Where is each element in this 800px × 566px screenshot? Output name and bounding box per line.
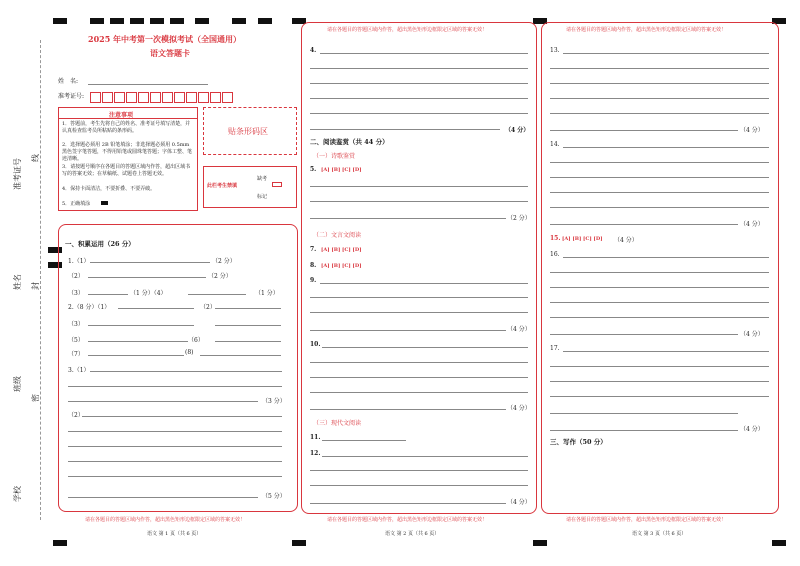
answer-line[interactable]	[88, 294, 128, 295]
warning-text: 请在各题目的答题区域内作答，超出黑色矩形边框限定区域的答案无效！	[327, 517, 488, 523]
warning-text: 请在各题目的答题区域内作答，超出黑色矩形边框限定区域的答案无效！	[566, 517, 727, 523]
answer-line[interactable]	[310, 218, 506, 219]
exam-no-boxes[interactable]	[90, 88, 234, 107]
answer-line[interactable]	[550, 207, 769, 208]
score-label: （2 分）	[208, 273, 232, 280]
q15-label: 15.	[550, 235, 561, 242]
timing-mark	[195, 18, 209, 24]
answer-line[interactable]	[310, 503, 506, 504]
q3-2-label: （2）	[68, 412, 84, 419]
answer-line[interactable]	[563, 257, 769, 258]
timing-mark	[232, 18, 246, 24]
answer-line[interactable]	[310, 330, 506, 331]
absent-checkbox[interactable]	[272, 182, 282, 187]
answer-line[interactable]	[310, 377, 528, 378]
q1-4-label: （1 分）（4）	[130, 290, 167, 297]
warning-text: 请在各题目的答题区域内作答，超出黑色矩形边框限定区域的答案无效！	[85, 517, 246, 523]
answer-region-1	[58, 224, 298, 512]
timing-mark	[292, 540, 306, 546]
answer-line[interactable]	[118, 308, 194, 309]
notes-item: 1．答题前，考生先将自己的姓名、准考证号填写清楚，并认真检查监考员所粘贴的条形码。	[62, 121, 191, 134]
answer-line[interactable]	[88, 341, 188, 342]
score-label: （2 分）	[212, 258, 236, 265]
notes-item: 2．选择题必须用 2B 铅笔填涂；非选择题必须用 0.5mm 黑色签字笔答题，不得用铅笔或圆珠笔答题；字体工整、笔迹清晰。	[62, 142, 193, 162]
answer-line[interactable]	[550, 162, 769, 163]
q10-label: 10.	[310, 341, 321, 348]
timing-mark	[170, 18, 184, 24]
q9-label: 9.	[310, 277, 317, 284]
filled-sample-icon	[101, 201, 108, 205]
answer-line[interactable]	[310, 392, 528, 393]
answer-line[interactable]	[310, 201, 528, 202]
score-label: （4 分）	[740, 221, 764, 228]
answer-line[interactable]	[550, 68, 769, 69]
answer-line[interactable]	[550, 430, 738, 431]
answer-line[interactable]	[550, 177, 769, 178]
q3-1-label: 3.（1）	[68, 367, 90, 374]
timing-mark	[150, 18, 164, 24]
answer-line[interactable]	[82, 416, 282, 417]
answer-line[interactable]	[550, 317, 769, 318]
answer-line[interactable]	[550, 192, 769, 193]
timing-mark	[110, 18, 124, 24]
q2-5-label: （5）	[68, 337, 84, 344]
page-subtitle: 语文答题卡	[150, 48, 190, 58]
score-label: （4 分）	[740, 331, 764, 338]
score-label: （4 分）	[740, 426, 764, 433]
barcode-label: 贴条形码区	[228, 127, 268, 136]
score-label: （4 分）	[505, 127, 530, 134]
page-title: 2025 年中考第一次模拟考试（全国通用）	[88, 34, 242, 44]
exam-no-label: 准考证号:	[58, 93, 85, 100]
sub-title-modern: （三）现代文阅读	[313, 420, 362, 427]
notes-item: 4．保持卡面清洁，不要折叠、不要弄破。	[62, 186, 156, 192]
warning-text: 请在各题目的答题区域内作答，超出黑色矩形边框限定区域的答案无效！	[327, 27, 488, 33]
q2-3-label: （3）	[68, 321, 84, 328]
answer-line[interactable]	[68, 461, 282, 462]
answer-line[interactable]	[215, 325, 281, 326]
answer-line[interactable]	[88, 355, 184, 356]
q1-2-label: （2）	[68, 273, 84, 280]
answer-line[interactable]	[550, 98, 769, 99]
name-label: 姓 名:	[58, 78, 79, 85]
q2-8-label: (8)	[185, 349, 194, 356]
answer-line[interactable]	[310, 83, 528, 84]
q2-2-label: （2）	[200, 304, 216, 311]
answer-line[interactable]	[320, 283, 528, 284]
absent-mark-2: 标记	[257, 194, 268, 200]
answer-line[interactable]	[550, 302, 769, 303]
answer-line[interactable]	[310, 297, 528, 298]
absent-box	[203, 166, 297, 208]
answer-line[interactable]	[550, 272, 769, 273]
page-footer: 语文 第 3 页（共 6 页）	[632, 531, 687, 537]
answer-line[interactable]	[310, 113, 528, 114]
answer-line[interactable]	[550, 224, 738, 225]
answer-line[interactable]	[68, 431, 282, 432]
score-label: （4 分）	[740, 127, 764, 134]
answer-line[interactable]	[550, 130, 738, 131]
answer-line[interactable]	[310, 68, 528, 69]
absent-mark-1: 缺考	[257, 176, 268, 182]
side-name: 姓名	[13, 274, 22, 290]
timing-mark	[90, 18, 104, 24]
timing-mark	[533, 540, 547, 546]
answer-line[interactable]	[563, 351, 769, 352]
q2-7-label: （7）	[68, 351, 84, 358]
answer-line[interactable]	[68, 446, 282, 447]
answer-line[interactable]	[310, 98, 528, 99]
q14-label: 14.	[550, 141, 560, 148]
score-label: （2 分）	[507, 215, 531, 222]
page-footer: 语文 第 1 页（共 6 页）	[147, 531, 202, 537]
barcode-area	[203, 107, 297, 155]
q2-1-label: 2.（8 分）（1）	[68, 304, 111, 311]
answer-line[interactable]	[310, 470, 528, 471]
answer-line[interactable]	[215, 308, 281, 309]
score-label: （4 分）	[507, 499, 531, 506]
score-label: （4 分）	[614, 237, 638, 244]
answer-line[interactable]	[322, 347, 528, 348]
answer-line[interactable]	[88, 277, 206, 278]
side-exam-no: 准考证号	[13, 158, 22, 190]
answer-line[interactable]	[68, 386, 282, 387]
answer-line[interactable]	[68, 476, 282, 477]
answer-line[interactable]	[563, 147, 769, 148]
sub-title-poetry: （一）诗歌鉴赏	[313, 153, 356, 160]
q1-1-label: 1.（1）	[68, 258, 90, 265]
answer-line[interactable]	[310, 129, 500, 130]
q2-6-label: （6）	[188, 337, 204, 344]
absent-label: 此栏考生禁填	[207, 183, 238, 189]
side-class: 班级	[13, 376, 22, 392]
sub-title-classical: （二）文言文阅读	[313, 232, 362, 239]
answer-line[interactable]	[88, 325, 194, 326]
answer-line[interactable]	[550, 83, 769, 84]
answer-line[interactable]	[188, 294, 246, 295]
answer-line[interactable]	[90, 371, 282, 372]
q1-3-label: （3）	[68, 290, 84, 297]
answer-line[interactable]	[200, 355, 281, 356]
q16-label: 16.	[550, 251, 560, 258]
answer-line[interactable]	[90, 262, 210, 263]
answer-line[interactable]	[68, 497, 258, 498]
q5-choices[interactable]: [A] [B] [C] [D]	[321, 167, 362, 173]
notes-title: 注意事项	[109, 112, 134, 119]
notes-item: 3．请按题号顺序在各题目的答题区域内作答，超出区域书写的答案无效；在草稿纸、试题卷上答题无效。	[62, 164, 191, 177]
answer-line[interactable]	[550, 366, 769, 367]
answer-line[interactable]	[550, 381, 769, 382]
q7-choices[interactable]: [A] [B] [C] [D]	[321, 247, 362, 253]
q17-label: 17.	[550, 345, 560, 352]
section-1-title: 一、积累运用（26 分）	[65, 240, 135, 248]
timing-mark	[772, 540, 786, 546]
answer-line[interactable]	[310, 409, 506, 410]
q5-label: 5.	[310, 166, 317, 173]
side-secret: 密	[31, 394, 40, 402]
answer-line[interactable]	[550, 113, 769, 114]
score-label: （4 分）	[507, 326, 531, 333]
score-label: （3 分）	[262, 398, 286, 405]
q12-label: 12.	[310, 450, 321, 457]
q15-choices[interactable]: [A] [B] [C] [D]	[562, 236, 603, 242]
section-2-title: 二、阅读鉴赏（共 44 分）	[310, 138, 389, 146]
answer-line[interactable]	[550, 413, 738, 414]
q11-label: 11.	[310, 434, 321, 441]
notes-box	[58, 107, 198, 211]
answer-line[interactable]	[310, 362, 528, 363]
score-label: （4 分）	[507, 405, 531, 412]
warning-text: 请在各题目的答题区域内作答，超出黑色矩形边框限定区域的答案无效！	[566, 27, 727, 33]
answer-line[interactable]	[563, 53, 769, 54]
timing-mark	[130, 18, 144, 24]
answer-line[interactable]	[310, 485, 528, 486]
answer-line[interactable]	[550, 396, 769, 397]
answer-line[interactable]	[322, 440, 406, 441]
answer-line[interactable]	[320, 53, 528, 54]
page-footer: 语文 第 2 页（共 6 页）	[385, 531, 440, 537]
notes-item: 5．正确填涂	[62, 201, 91, 207]
side-seal: 封	[31, 282, 40, 290]
q4-label: 4.	[310, 47, 317, 54]
q7-label: 7.	[310, 246, 317, 253]
score-label: （1 分）	[255, 290, 279, 297]
side-school: 学校	[13, 486, 22, 502]
timing-mark	[53, 540, 67, 546]
answer-line[interactable]	[322, 456, 528, 457]
score-label: （5 分）	[262, 493, 286, 500]
answer-line[interactable]	[310, 186, 528, 187]
answer-line[interactable]	[550, 334, 738, 335]
answer-line[interactable]	[310, 312, 528, 313]
side-line: 线	[31, 154, 40, 162]
q8-choices[interactable]: [A] [B] [C] [D]	[321, 263, 362, 269]
timing-mark	[53, 18, 67, 24]
binding-line	[40, 40, 41, 520]
answer-line[interactable]	[550, 287, 769, 288]
section-3-title: 三、写作（50 分）	[550, 438, 607, 446]
name-field[interactable]	[88, 84, 208, 85]
answer-line[interactable]	[68, 401, 258, 402]
q8-label: 8.	[310, 262, 317, 269]
answer-line[interactable]	[215, 341, 281, 342]
timing-mark	[258, 18, 272, 24]
q13-label: 13.	[550, 47, 560, 54]
